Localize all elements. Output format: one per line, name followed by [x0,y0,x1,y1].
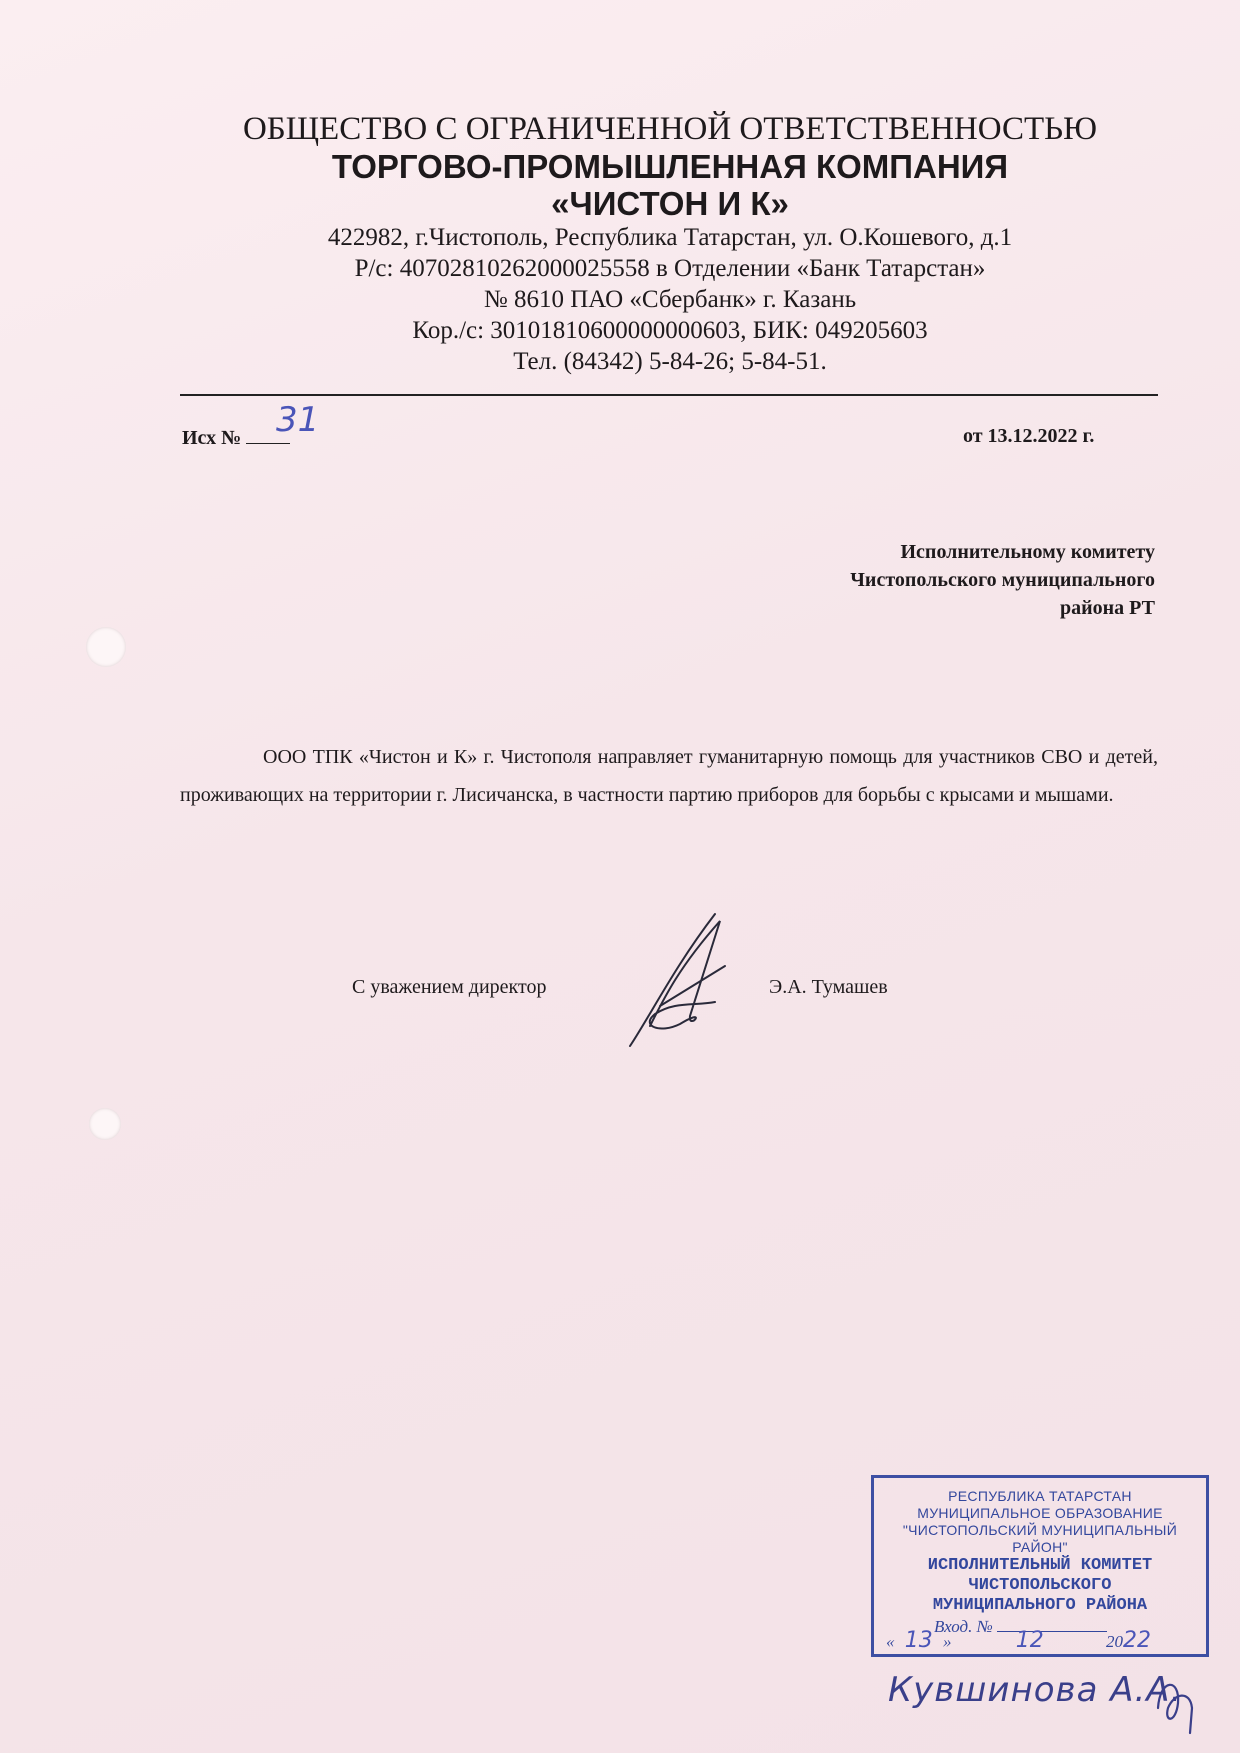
incoming-registration-stamp [871,1475,1209,1657]
letterhead-divider [180,394,1158,396]
company-address: 422982, г.Чистополь, Республика Татарстан, ул. О.Кошевого, д.1 [327,224,1013,251]
stamp-line6: МУНИЦИПАЛЬНОГО РАЙОНА [932,1596,1148,1615]
stamp-line1: РЕСПУБЛИКА ТАТАРСТАН [948,1488,1132,1504]
org-type: ОБЩЕСТВО С ОГРАНИЧЕННОЙ ОТВЕТСТВЕННОСТЬЮ [242,111,1098,147]
recipient-line3: района РТ [1060,597,1155,619]
outgoing-label: Исх № [182,427,242,449]
stamp-incoming-text: Вход. № [934,1617,993,1636]
outgoing-number-handwritten: 31 [276,400,320,440]
company-name-line2: «ЧИСТОН И К» [551,185,789,222]
stamp-month-handwritten: 12 [1015,1628,1044,1653]
recipient-block [850,538,1155,622]
stamp-line5: ЧИСТОПОЛЬСКОГО [968,1576,1112,1595]
stamp-open-quote: « [886,1632,895,1651]
signature-closing: С уважением директор [352,976,547,998]
company-name-line1: ТОРГОВО-ПРОМЫШЛЕННАЯ КОМПАНИЯ [331,148,1009,185]
stamp-year-handwritten: 22 [1123,1628,1151,1653]
director-name: Э.А. Тумашев [769,976,888,998]
company-corr-account: Кор./с: 30101810600000000603, БИК: 049205603 [412,317,928,344]
stamp-close-quote: » [943,1632,952,1651]
outgoing-reference [182,425,290,450]
stamp-receiver-handwritten: Кувшинова А.А. [888,1670,1183,1710]
letterhead [180,110,1160,377]
company-phone: Тел. (84342) 5-84-26; 5-84-51. [513,348,827,375]
stamp-day-handwritten: 13 [904,1628,933,1653]
stamp-year-prefix: 20 [1106,1632,1123,1651]
punch-hole-lower [89,1108,121,1140]
recipient-line2: Чистопольского муниципального [850,569,1155,591]
stamp-line2: МУНИЦИПАЛЬНОЕ ОБРАЗОВАНИЕ [917,1505,1163,1521]
company-bank: № 8610 ПАО «Сбербанк» г. Казань [483,286,857,313]
stamp-line4: ИСПОЛНИТЕЛЬНЫЙ КОМИТЕТ [927,1556,1153,1575]
director-signature [620,906,740,1056]
stamp-line3: "ЧИСТОПОЛЬСКИЙ МУНИЦИПАЛЬНЫЙ РАЙОН" [902,1522,1178,1555]
punch-hole-upper [86,627,126,667]
letter-date: от 13.12.2022 г. [963,425,1095,447]
receiver-initials-mark [1150,1668,1210,1738]
letter-body: ООО ТПК «Чистон и К» г. Чистополя направляет гуманитарную помощь для участников СВО и детей, проживающих на территории г. Лисичанска, в частности партию приборов для борьбы с крысами и мышами. [180,746,1158,806]
company-account: Р/с: 40702810262000025558 в Отделении «Банк Татарстан» [354,255,986,282]
recipient-line1: Исполнительному комитету [900,541,1155,563]
stamp-date-row [886,1628,1196,1653]
